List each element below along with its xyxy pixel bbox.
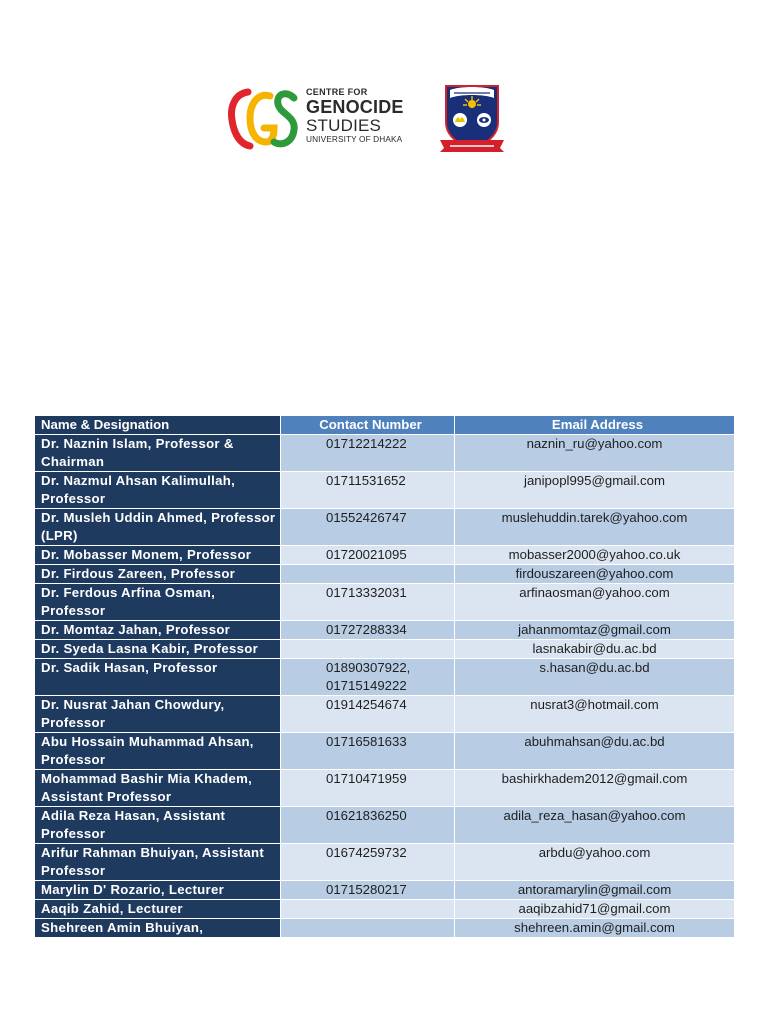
table-row — [35, 807, 735, 844]
table-row — [35, 696, 735, 733]
faculty-name: Abu Hossain Muhammad Ahsan, Professor — [35, 733, 281, 770]
faculty-contact: 01713332031 — [281, 584, 455, 621]
faculty-email[interactable]: arfinaosman@yahoo.com — [455, 584, 735, 621]
faculty-email[interactable]: adila_reza_hasan@yahoo.com — [455, 807, 735, 844]
faculty-contact: 01711531652 — [281, 472, 455, 509]
faculty-email[interactable]: s.hasan@du.ac.bd — [455, 659, 735, 696]
faculty-email[interactable]: bashirkhadem2012@gmail.com — [455, 770, 735, 807]
faculty-email[interactable]: arbdu@yahoo.com — [455, 844, 735, 881]
table-row — [35, 621, 735, 640]
faculty-contact — [281, 640, 455, 659]
faculty-email[interactable]: janipopl995@gmail.com — [455, 472, 735, 509]
faculty-email[interactable]: shehreen.amin@gmail.com — [455, 919, 735, 938]
faculty-email[interactable]: naznin_ru@yahoo.com — [455, 435, 735, 472]
column-header-name: Name & Designation — [35, 416, 281, 435]
table-row — [35, 509, 735, 546]
faculty-name: Dr. Ferdous Arfina Osman, Professor — [35, 584, 281, 621]
faculty-email[interactable]: muslehuddin.tarek@yahoo.com — [455, 509, 735, 546]
table-row — [35, 584, 735, 621]
faculty-email[interactable]: firdouszareen@yahoo.com — [455, 565, 735, 584]
faculty-name: Dr. Mobasser Monem, Professor — [35, 546, 281, 565]
table-row — [35, 844, 735, 881]
table-row — [35, 659, 735, 696]
faculty-name: Aaqib Zahid, Lecturer — [35, 900, 281, 919]
cgs-studies: STUDIES — [306, 116, 382, 135]
faculty-email[interactable]: jahanmomtaz@gmail.com — [455, 621, 735, 640]
table-row — [35, 546, 735, 565]
faculty-contact-table — [34, 415, 734, 938]
faculty-name: Marylin D' Rozario, Lecturer — [35, 881, 281, 900]
cgs-centre-for: CENTRE FOR — [306, 87, 368, 97]
faculty-contact — [281, 565, 455, 584]
table-row — [35, 900, 735, 919]
faculty-contact: 01914254674 — [281, 696, 455, 733]
cgs-logo — [228, 84, 418, 154]
table-row — [35, 640, 735, 659]
faculty-contact: 01621836250 — [281, 807, 455, 844]
faculty-email[interactable]: lasnakabir@du.ac.bd — [455, 640, 735, 659]
table-header-row — [35, 416, 735, 435]
faculty-contact: 01720021095 — [281, 546, 455, 565]
table-row — [35, 472, 735, 509]
faculty-name: Dr. Sadik Hasan, Professor — [35, 659, 281, 696]
table-row — [35, 733, 735, 770]
faculty-name: Dr. Musleh Uddin Ahmed, Professor (LPR) — [35, 509, 281, 546]
faculty-contact — [281, 919, 455, 938]
table-row — [35, 770, 735, 807]
faculty-contact — [281, 900, 455, 919]
faculty-name: Arifur Rahman Bhuiyan, Assistant Professor — [35, 844, 281, 881]
faculty-name: Adila Reza Hasan, Assistant Professor — [35, 807, 281, 844]
cgs-mark-icon — [228, 86, 300, 150]
faculty-name: Dr. Momtaz Jahan, Professor — [35, 621, 281, 640]
cgs-wordmark — [306, 87, 404, 145]
faculty-email[interactable]: mobasser2000@yahoo.co.uk — [455, 546, 735, 565]
table-row — [35, 881, 735, 900]
faculty-email[interactable]: nusrat3@hotmail.com — [455, 696, 735, 733]
faculty-name: Dr. Firdous Zareen, Professor — [35, 565, 281, 584]
faculty-email[interactable]: aaqibzahid71@gmail.com — [455, 900, 735, 919]
table-row — [35, 565, 735, 584]
faculty-contact: 01552426747 — [281, 509, 455, 546]
faculty-contact: 01716581633 — [281, 733, 455, 770]
table-row — [35, 435, 735, 472]
column-header-email: Email Address — [455, 416, 735, 435]
cgs-genocide: GENOCIDE — [306, 97, 404, 117]
cgs-university: UNIVERSITY OF DHAKA — [306, 134, 403, 144]
faculty-name: Dr. Nazmul Ahsan Kalimullah, Professor — [35, 472, 281, 509]
faculty-contact: 01727288334 — [281, 621, 455, 640]
faculty-contact: 01674259732 — [281, 844, 455, 881]
university-of-dhaka-seal-icon — [438, 82, 506, 154]
faculty-contact: 01715280217 — [281, 881, 455, 900]
faculty-name: Dr. Nusrat Jahan Chowdury, Professor — [35, 696, 281, 733]
table-row — [35, 919, 735, 938]
faculty-contact: 01712214222 — [281, 435, 455, 472]
faculty-name: Mohammad Bashir Mia Khadem, Assistant Professor — [35, 770, 281, 807]
faculty-contact: 01710471959 — [281, 770, 455, 807]
faculty-name: Dr. Syeda Lasna Kabir, Professor — [35, 640, 281, 659]
faculty-name: Dr. Naznin Islam, Professor & Chairman — [35, 435, 281, 472]
faculty-name: Shehreen Amin Bhuiyan, — [35, 919, 281, 938]
faculty-contact: 01890307922, 01715149222 — [281, 659, 455, 696]
faculty-email[interactable]: abuhmahsan@du.ac.bd — [455, 733, 735, 770]
faculty-email[interactable]: antoramarylin@gmail.com — [455, 881, 735, 900]
column-header-contact: Contact Number — [281, 416, 455, 435]
